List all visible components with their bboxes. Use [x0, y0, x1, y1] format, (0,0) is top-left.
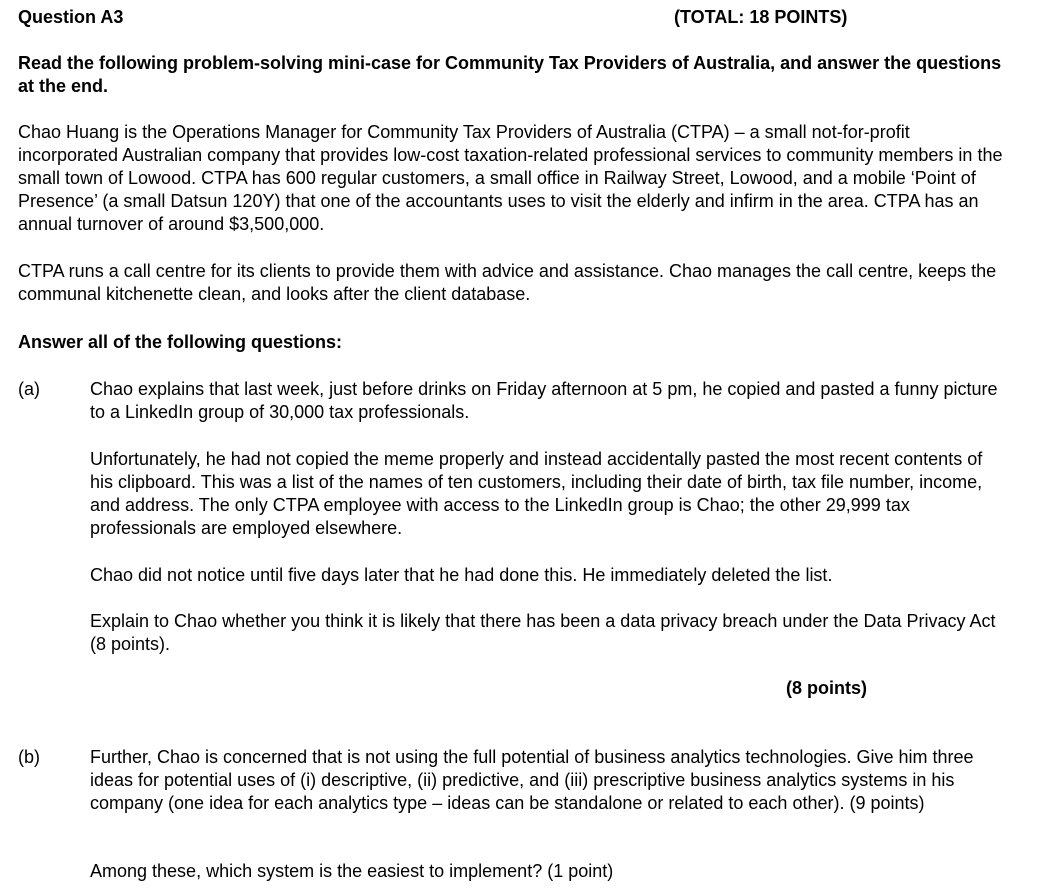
- question-total-points: (TOTAL: 18 POINTS): [674, 7, 848, 27]
- intro-instructions: Read the following problem-solving mini-case for Community Tax Providers of Australia, and answer the questions at the end.: [18, 53, 1002, 96]
- question-a-paragraph-2: Unfortunately, he had not copied the meme properly and instead accidentally pasted the most recent contents of his clipboard. This was a list of the names of ten customers, including their date of birth, tax file number, income, and address. The only CTPA employee with access to the LinkedIn group is Chao; the other 29,999 tax professionals are employed elsewhere.: [90, 449, 983, 538]
- answer-heading: Answer all of the following questions:: [18, 332, 343, 352]
- question-header: [18, 6, 1028, 30]
- question-a-paragraph-4: Explain to Chao whether you think it is likely that there has been a data privacy breach under the Data Privacy Act (8 points).: [90, 611, 996, 654]
- question-document: [18, 6, 1028, 881]
- question-b-paragraph-1: Further, Chao is concerned that is not using the full potential of business analytics technologies. Give him three ideas for potential uses of (i) descriptive, (ii) predictive, and (iii) prescriptive business analytics systems in his company (one idea for each analytics type – ideas can be standalone or related to each other). (9 points): [90, 747, 974, 813]
- question-title: Question A3: [18, 7, 124, 27]
- case-paragraph-2: CTPA runs a call centre for its clients to provide them with advice and assistance. Chao manages the call centre, keeps the communal kitchenette clean, and looks after the client database.: [18, 261, 997, 304]
- question-b-label: (b): [18, 747, 40, 767]
- question-a-paragraph-3: Chao did not notice until five days later that he had done this. He immediately deleted the list.: [90, 565, 833, 585]
- question-b-paragraph-2: Among these, which system is the easiest to implement? (1 point): [90, 861, 614, 881]
- question-a-label: (a): [18, 379, 40, 399]
- question-a-paragraph-1: Chao explains that last week, just before drinks on Friday afternoon at 5 pm, he copied and pasted a funny picture to a LinkedIn group of 30,000 tax professionals.: [90, 379, 998, 422]
- question-a-points: (8 points): [786, 678, 867, 698]
- case-paragraph-1: Chao Huang is the Operations Manager for Community Tax Providers of Australia (CTPA) – a small not-for-profit incorporated Australian company that provides low-cost taxation-related professional services to community members in the small town of Lowood. CTPA has 600 regular customers, a small office in Railway Street, Lowood, and a mobile ‘Point of Presence’ (a small Datsun 120Y) that one of the accountants uses to visit the elderly and infirm in the area. CTPA has an annual turnover of around $3,500,000.: [18, 122, 1003, 234]
